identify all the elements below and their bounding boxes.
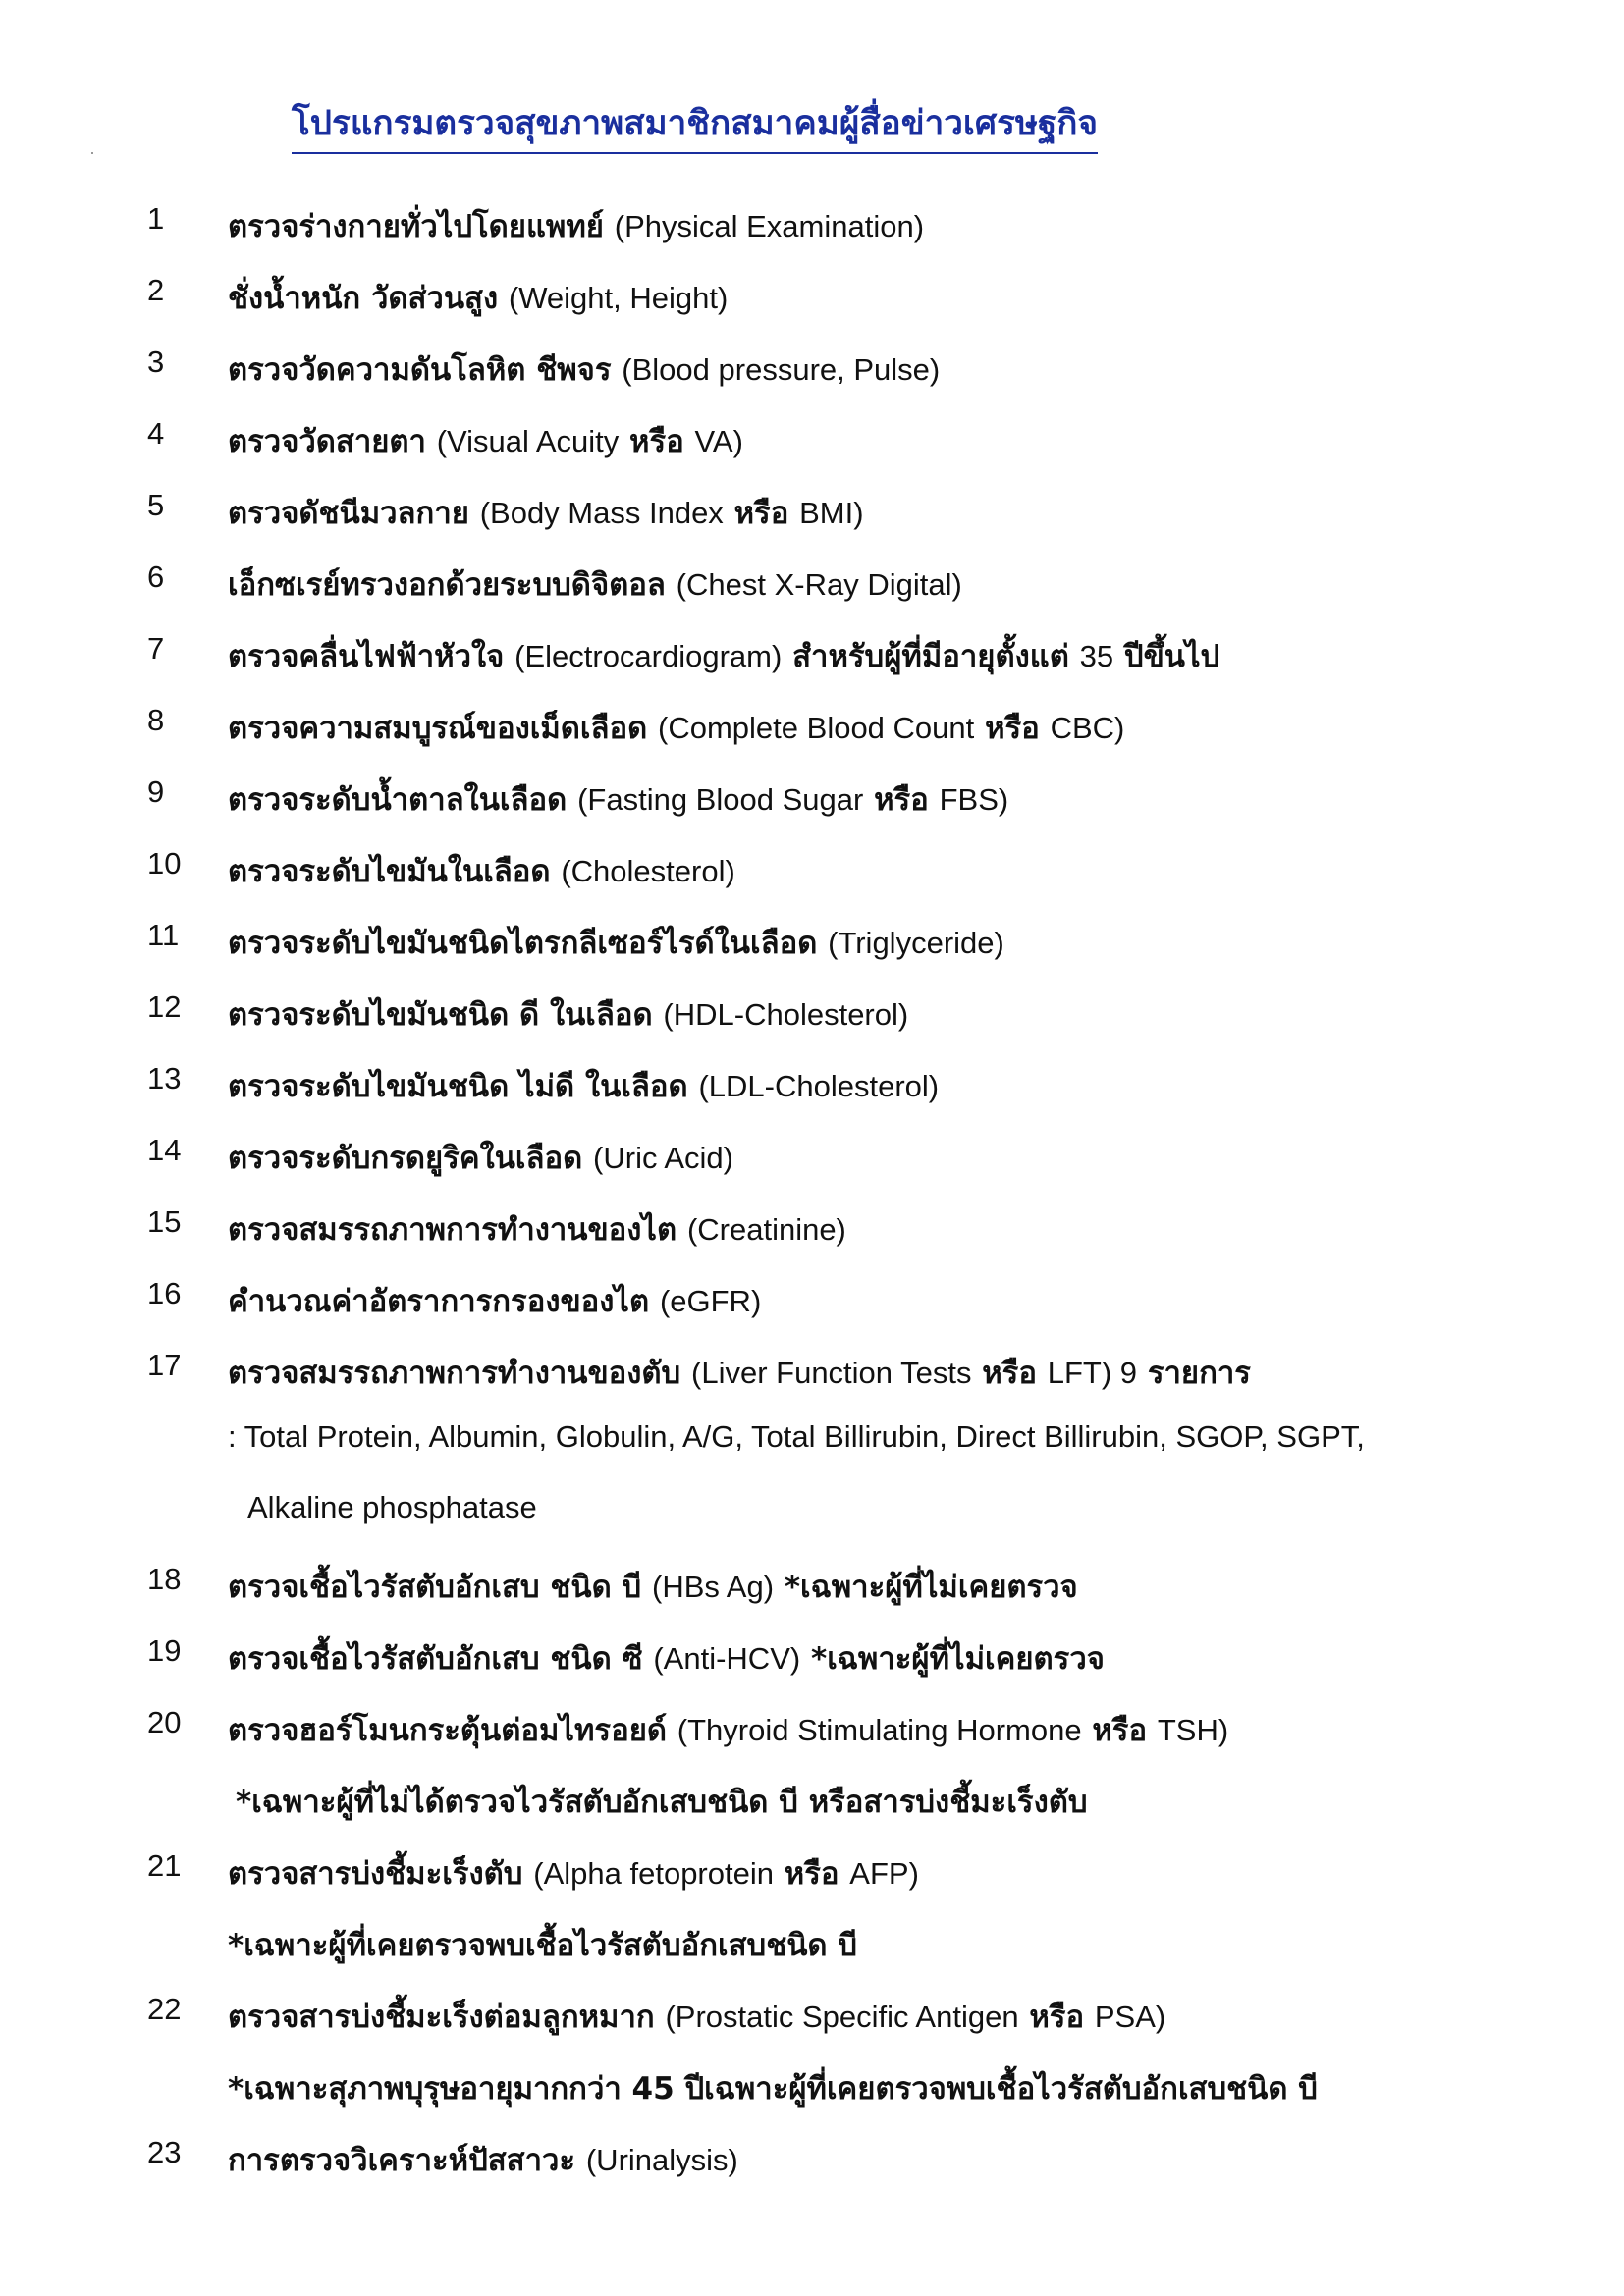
list-item	[0, 1348, 1624, 1397]
item-english-abbr: FBS)	[939, 782, 1009, 817]
item-number: 3	[147, 345, 165, 379]
item-thai-or: หรือ	[874, 782, 929, 818]
list-item	[0, 1276, 1624, 1325]
item-thai: ตรวจสารบ่งชี้มะเร็งตับ	[228, 1856, 523, 1892]
tsh-note: *เฉพาะผู้ที่ไม่ได้ตรวจไวรัสตับอักเสบชนิด บี หรือสารบ่งชี้มะเร็งตับ	[236, 1785, 1088, 1820]
item-text	[228, 273, 728, 322]
item-english: (Triglyceride)	[828, 926, 1004, 960]
item-english-abbr: LFT) 9	[1047, 1356, 1138, 1390]
item-number: 15	[147, 1204, 182, 1239]
item-number: 8	[147, 703, 165, 737]
item-number: 7	[147, 631, 165, 666]
item-number: 20	[147, 1705, 182, 1739]
item-thai-suffix: ปีขึ้นไป	[1123, 639, 1220, 674]
item-text	[228, 989, 908, 1039]
list-item	[0, 560, 1624, 609]
list-item	[0, 1204, 1624, 1254]
item-english: (LDL-Cholesterol)	[698, 1069, 940, 1103]
item-text	[228, 201, 924, 250]
item-text	[228, 703, 1124, 752]
item-text	[228, 1061, 939, 1110]
item-number: 19	[147, 1633, 182, 1668]
item-number: 14	[147, 1133, 182, 1167]
item-text	[228, 1705, 1228, 1754]
item-thai-note: *เฉพาะผู้ที่ไม่เคยตรวจ	[784, 1570, 1078, 1605]
item-thai-or: หรือ	[982, 1356, 1037, 1391]
item-thai-note: *เฉพาะผู้ที่ไม่เคยตรวจ	[811, 1641, 1105, 1677]
item-thai: ตรวจวัดความดันโลหิต ชีพจร	[228, 352, 612, 388]
item-text	[228, 1133, 733, 1182]
item-english: (Chest X-Ray Digital)	[676, 567, 962, 602]
item-thai: ตรวจระดับกรดยูริคในเลือด	[228, 1141, 583, 1176]
lft-detail-line-1: : Total Protein, Albumin, Globulin, A/G, Total Billirubin, Direct Billirubin, SGOP, SGPT,	[228, 1419, 1365, 1454]
document-title: โปรแกรมตรวจสุขภาพสมาชิกสมาคมผู้สื่อข่าวเศรษฐกิจ	[292, 96, 1098, 154]
list-item	[0, 1705, 1624, 1754]
item-number: 22	[147, 1992, 182, 2026]
item-number: 17	[147, 1348, 182, 1382]
item-english: (Cholesterol)	[561, 854, 735, 888]
item-number: 21	[147, 1848, 182, 1883]
item-text	[228, 774, 1008, 824]
item-english: (Blood pressure, Pulse)	[622, 352, 941, 387]
item-english: (Visual Acuity	[436, 424, 620, 458]
list-item	[0, 488, 1624, 537]
item-thai: ตรวจวัดสายตา	[228, 424, 426, 459]
list-item	[0, 1562, 1624, 1611]
item-number: 12	[147, 989, 182, 1024]
item-thai: ตรวจความสมบูรณ์ของเม็ดเลือด	[228, 711, 648, 746]
item-english-abbr: BMI)	[799, 496, 864, 530]
item-english: (Uric Acid)	[593, 1141, 733, 1175]
item-english: (Electrocardiogram)	[514, 639, 783, 673]
item-thai-or: หรือ	[1029, 2000, 1085, 2035]
item-text	[228, 1204, 846, 1254]
item-english: (Complete Blood Count	[658, 711, 975, 745]
item-english: (Anti-HCV)	[653, 1641, 801, 1676]
item-english: (HDL-Cholesterol)	[663, 997, 909, 1032]
item-english: (HBs Ag)	[652, 1570, 775, 1604]
list-item	[0, 1848, 1624, 1897]
item-thai: ตรวจสมรรถภาพการทำงานของไต	[228, 1212, 677, 1248]
item-english: (Weight, Height)	[508, 281, 729, 315]
item-english: (eGFR)	[659, 1284, 762, 1318]
item-text	[228, 631, 1219, 680]
list-item	[0, 2135, 1624, 2184]
list-item	[0, 345, 1624, 394]
item-text	[228, 560, 962, 609]
item-text	[228, 416, 743, 465]
item-english-abbr: AFP)	[849, 1856, 919, 1891]
item-number: 6	[147, 560, 165, 594]
item-thai-or: หรือ	[985, 711, 1040, 746]
item-thai: ตรวจระดับน้ำตาลในเลือด	[228, 782, 568, 818]
item-thai: ตรวจฮอร์โมนกระตุ้นต่อมไทรอยด์	[228, 1713, 667, 1748]
item-text	[228, 1848, 919, 1897]
item-number: 4	[147, 416, 165, 451]
item-age: 35	[1079, 639, 1114, 673]
item-number: 13	[147, 1061, 182, 1095]
item-text	[228, 1633, 1105, 1682]
item-thai-suffix: รายการ	[1147, 1356, 1251, 1391]
item-thai: ตรวจสารบ่งชี้มะเร็งต่อมลูกหมาก	[228, 2000, 655, 2035]
list-item	[0, 703, 1624, 752]
item-thai: ตรวจดัชนีมวลกาย	[228, 496, 469, 531]
item-text	[228, 846, 735, 895]
list-item	[0, 201, 1624, 250]
item-number: 2	[147, 273, 165, 307]
item-english: (Creatinine)	[686, 1212, 846, 1247]
item-number: 1	[147, 201, 165, 236]
item-thai-or: หรือ	[784, 1856, 839, 1892]
list-item	[0, 1633, 1624, 1682]
item-english: (Liver Function Tests	[691, 1356, 972, 1390]
item-thai: คำนวณค่าอัตราการกรองของไต	[228, 1284, 650, 1319]
list-item	[0, 1133, 1624, 1182]
list-item	[0, 1992, 1624, 2041]
item-text	[228, 2135, 738, 2184]
item-thai: ตรวจระดับไขมันชนิดไตรกลีเซอร์ไรด์ในเลือด	[228, 926, 818, 961]
item-thai-or: หรือ	[733, 496, 789, 531]
list-item	[0, 416, 1624, 465]
item-thai: ชั่งน้ำหนัก วัดส่วนสูง	[228, 281, 499, 316]
item-thai: ตรวจเชื้อไวรัสตับอักเสบ ชนิด บี	[228, 1570, 642, 1605]
item-english: (Fasting Blood Sugar	[577, 782, 864, 817]
list-item	[0, 989, 1624, 1039]
item-number: 9	[147, 774, 165, 809]
item-thai-or: หรือ	[629, 424, 684, 459]
list-item	[0, 1061, 1624, 1110]
item-thai: การตรวจวิเคราะห์ปัสสาวะ	[228, 2143, 576, 2178]
lft-detail-line-2: Alkaline phosphatase	[247, 1490, 537, 1524]
item-english: (Prostatic Specific Antigen	[665, 2000, 1019, 2034]
item-thai: ตรวจระดับไขมันในเลือด	[228, 854, 551, 889]
item-thai: ตรวจร่างกายทั่วไปโดยแพทย์	[228, 209, 604, 244]
item-text	[228, 1562, 1078, 1611]
list-item	[0, 774, 1624, 824]
item-thai: ตรวจเชื้อไวรัสตับอักเสบ ชนิด ซี	[228, 1641, 643, 1677]
list-item	[0, 631, 1624, 680]
item-english: (Urinalysis)	[585, 2143, 738, 2177]
item-english-abbr: VA)	[694, 424, 743, 458]
item-number: 18	[147, 1562, 182, 1596]
item-text	[228, 1992, 1165, 2041]
item-number: 11	[147, 918, 180, 952]
item-thai-condition: สำหรับผู้ที่มีอายุตั้งแต่	[792, 639, 1069, 674]
scan-speck	[91, 152, 93, 154]
item-english-abbr: PSA)	[1094, 2000, 1166, 2034]
item-thai-or: หรือ	[1092, 1713, 1148, 1748]
psa-note: *เฉพาะสุภาพบุรุษอายุมากกว่า 45 ปีเฉพาะผู้ที่เคยตรวจพบเชื้อไวรัสตับอักเสบชนิด บี	[228, 2071, 1318, 2107]
item-text	[228, 918, 1004, 967]
item-english: (Thyroid Stimulating Hormone	[677, 1713, 1082, 1747]
item-text	[228, 1276, 761, 1325]
item-thai: ตรวจระดับไขมันชนิด ดี ในเลือด	[228, 997, 653, 1033]
item-english-abbr: CBC)	[1050, 711, 1125, 745]
item-english: (Alpha fetoprotein	[533, 1856, 774, 1891]
item-number: 10	[147, 846, 182, 881]
list-item	[0, 846, 1624, 895]
list-item	[0, 273, 1624, 322]
item-number: 16	[147, 1276, 182, 1310]
item-text	[228, 1348, 1251, 1397]
item-text	[228, 345, 940, 394]
item-english: (Physical Examination)	[614, 209, 925, 243]
item-english-abbr: TSH)	[1157, 1713, 1229, 1747]
list-item	[0, 918, 1624, 967]
item-thai: ตรวจสมรรถภาพการทำงานของตับ	[228, 1356, 681, 1391]
item-thai: เอ็กซเรย์ทรวงอกด้วยระบบดิจิตอล	[228, 567, 666, 603]
item-text	[228, 488, 864, 537]
item-number: 5	[147, 488, 165, 522]
item-thai: ตรวจคลื่นไฟฟ้าหัวใจ	[228, 639, 505, 674]
item-number: 23	[147, 2135, 182, 2169]
item-thai: ตรวจระดับไขมันชนิด ไม่ดี ในเลือด	[228, 1069, 688, 1104]
afp-note: *เฉพาะผู้ที่เคยตรวจพบเชื้อไวรัสตับอักเสบชนิด บี	[228, 1928, 858, 1963]
item-english: (Body Mass Index	[479, 496, 724, 530]
